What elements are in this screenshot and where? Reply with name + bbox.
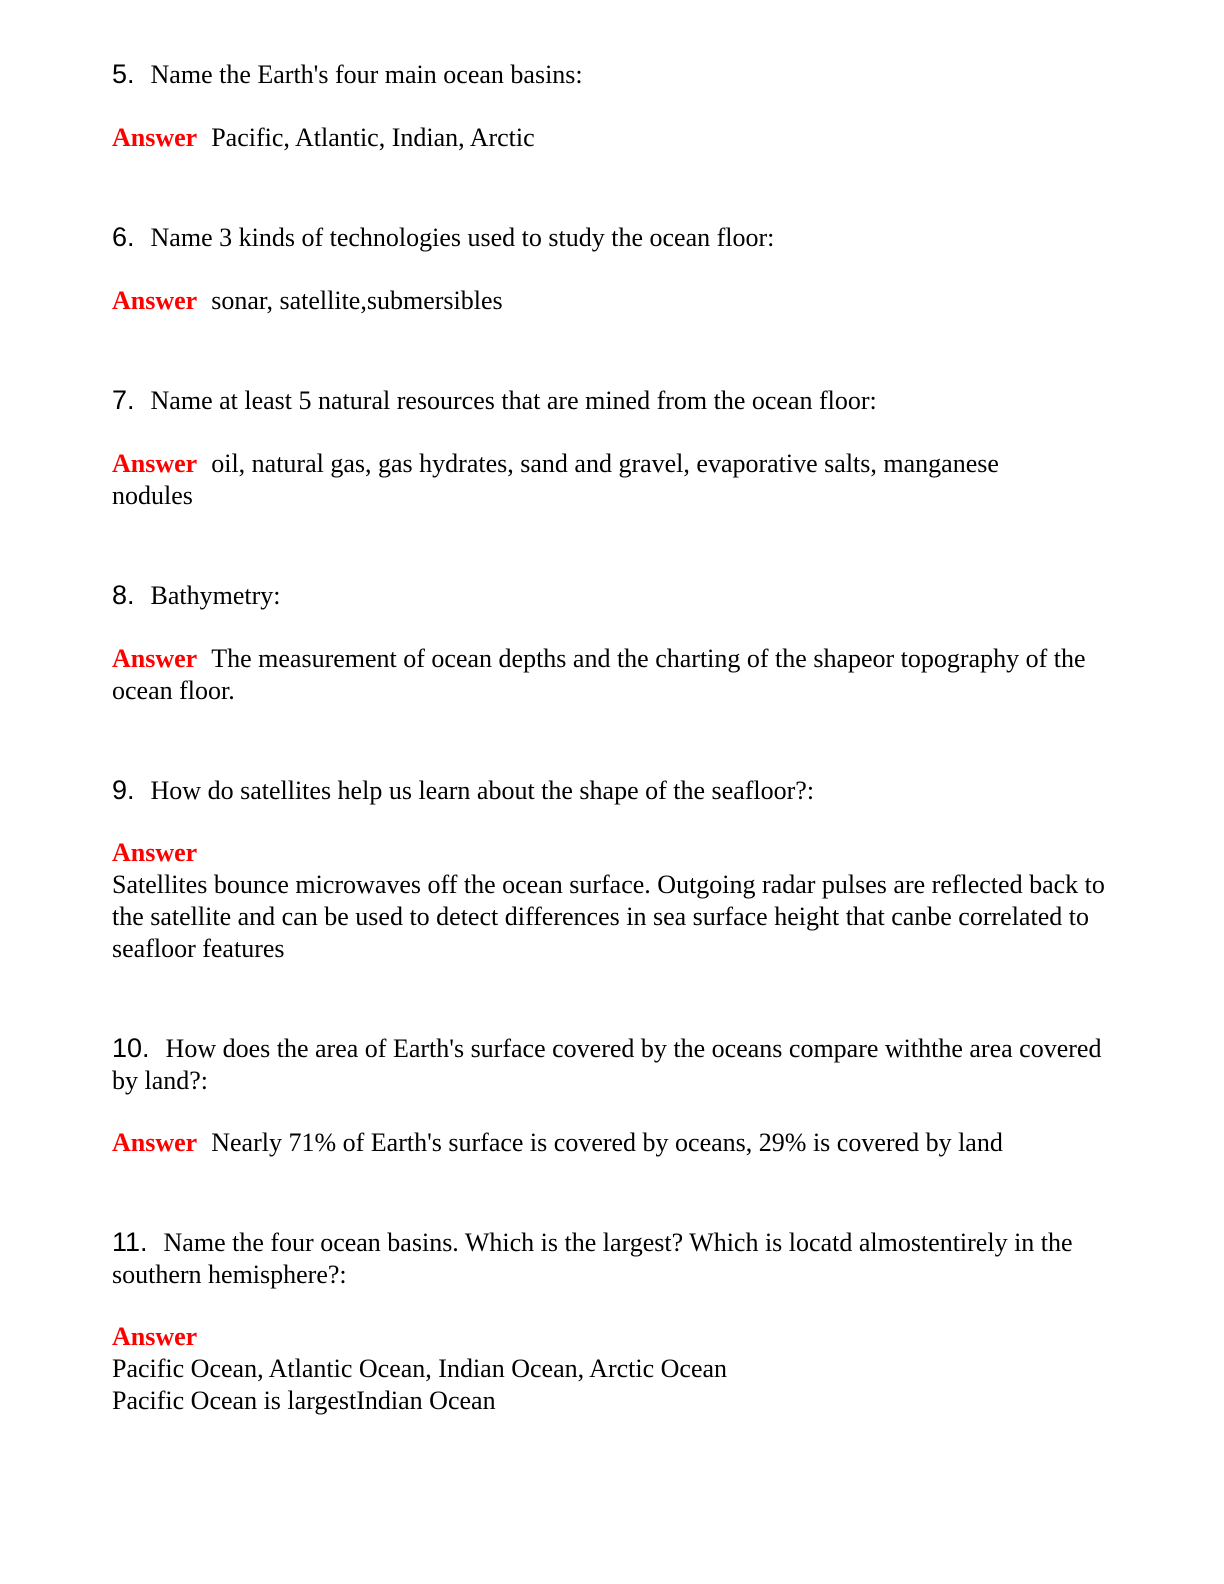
answer-block-6: [112, 285, 1122, 317]
question-number: 9.: [112, 775, 135, 805]
answer-text: sonar, satellite,submersibles: [211, 286, 503, 315]
question-9: [112, 774, 1122, 807]
answer-6: [112, 285, 1122, 317]
answer-10: [112, 1127, 1122, 1159]
answer-text: Satellites bounce microwaves off the ocean surface. Outgoing radar pulses are reflected back to the satellite and can be used to detect differences in sea surface height that canbe correlated to seafloor features: [112, 870, 1105, 963]
answer-8: [112, 643, 1122, 707]
answer-block-8: [112, 643, 1122, 707]
answer-label: Answer: [112, 644, 198, 673]
question-10: [112, 1032, 1122, 1097]
answer-text: Nearly 71% of Earth's surface is covered by oceans, 29% is covered by land: [211, 1128, 1003, 1157]
question-number: 5.: [112, 59, 135, 89]
question-number: 8.: [112, 580, 135, 610]
answer-block-5: [112, 122, 1122, 154]
answer-block-7: [112, 448, 1072, 512]
question-text: How does the area of Earth's surface covered by the oceans compare withthe area covered by land?:: [112, 1034, 1102, 1095]
answer-label: Answer: [112, 123, 198, 152]
question-number: 11.: [112, 1227, 148, 1257]
question-block-8: [112, 579, 1122, 612]
answer-text-line-1: Pacific Ocean, Atlantic Ocean, Indian Ocean, Arctic Ocean: [112, 1354, 728, 1383]
question-text: Name the Earth's four main ocean basins:: [150, 60, 583, 89]
answer-text: oil, natural gas, gas hydrates, sand and gravel, evaporative salts, manganese nodules: [112, 449, 999, 510]
question-block-10: [112, 1032, 1122, 1097]
answer-5: [112, 122, 1122, 154]
question-5: [112, 58, 1122, 91]
answer-text: Pacific, Atlantic, Indian, Arctic: [211, 123, 535, 152]
question-block-6: [112, 221, 1122, 254]
answer-label: Answer: [112, 286, 198, 315]
question-text: Name 3 kinds of technologies used to study the ocean floor:: [150, 223, 775, 252]
question-8: [112, 579, 1122, 612]
answer-label: Answer: [112, 838, 198, 867]
question-text: How do satellites help us learn about the shape of the seafloor?:: [150, 776, 815, 805]
question-block-11: [112, 1226, 1122, 1291]
answer-block-10: [112, 1127, 1122, 1159]
question-number: 6.: [112, 222, 135, 252]
answer-block-9: [112, 837, 1122, 965]
question-block-7: [112, 384, 1122, 417]
answer-text: The measurement of ocean depths and the charting of the shapeor topography of the ocean floor.: [112, 644, 1086, 705]
answer-9: [112, 837, 1122, 965]
question-block-5: [112, 58, 1122, 91]
question-text: Name the four ocean basins. Which is the largest? Which is locatd almostentirely in the southern hemisphere?:: [112, 1228, 1073, 1289]
answer-11: [112, 1321, 1122, 1417]
question-text: Name at least 5 natural resources that are mined from the ocean floor:: [150, 386, 877, 415]
answer-7: [112, 448, 1072, 512]
question-number: 10.: [112, 1033, 150, 1063]
answer-label: Answer: [112, 1322, 198, 1351]
answer-label: Answer: [112, 449, 198, 478]
question-number: 7.: [112, 385, 135, 415]
question-11: [112, 1226, 1122, 1291]
answer-text-line-2: Pacific Ocean is largestIndian Ocean: [112, 1386, 496, 1415]
answer-label: Answer: [112, 1128, 198, 1157]
question-text: Bathymetry:: [150, 581, 281, 610]
question-block-9: [112, 774, 1122, 807]
question-6: [112, 221, 1122, 254]
answer-block-11: [112, 1321, 1122, 1417]
question-7: [112, 384, 1122, 417]
